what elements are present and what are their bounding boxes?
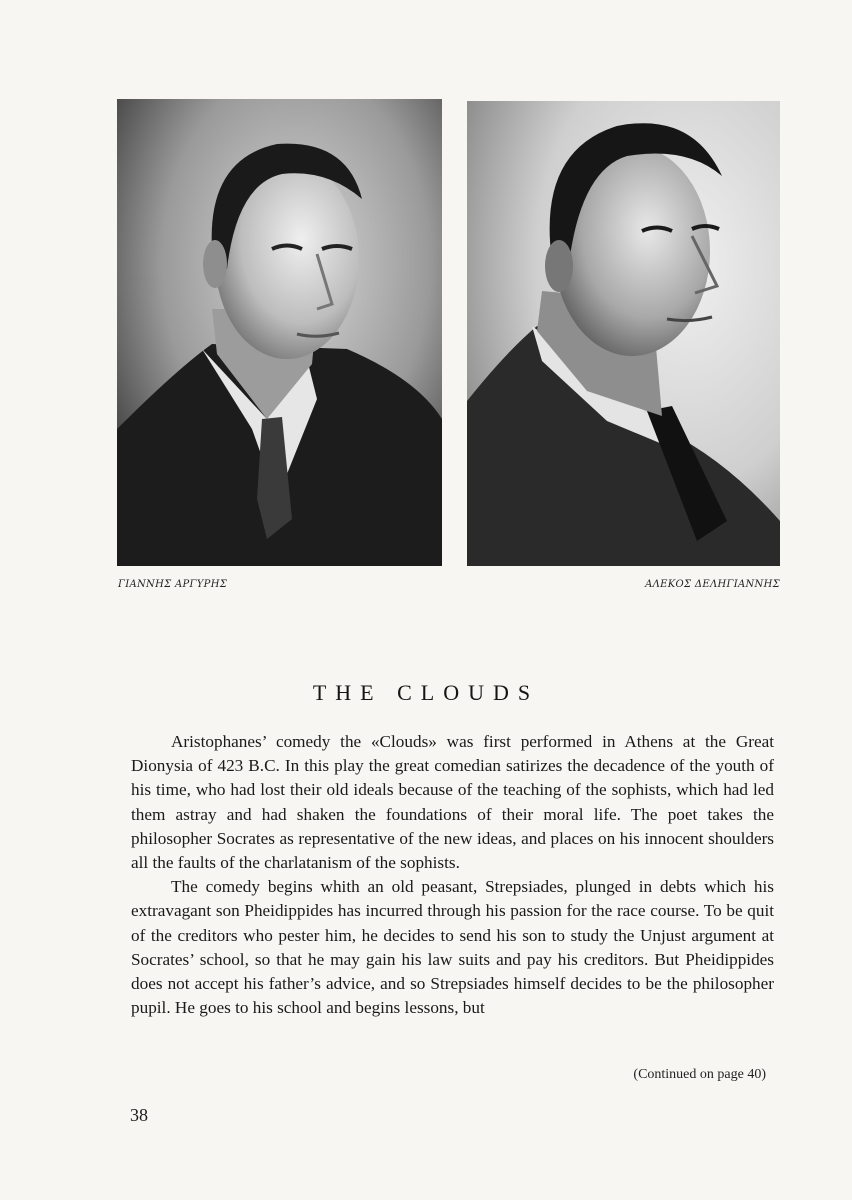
photo-caption-right: ΑΛΕΚΟΣ ΔΕΛΗΓΙΑΝΝΗΣ: [645, 579, 780, 590]
portrait-photo-left: [117, 99, 442, 566]
article-title: THE CLOUDS: [312, 680, 540, 705]
article-body: [131, 730, 774, 1020]
continued-note: (Continued on page 40): [633, 1067, 766, 1082]
paragraph-2: The comedy begins whith an old peasant, Strepsiades, plunged in debts which his extravagant son Pheidippides has incurred through his passion for the race course. To be quit of the creditors who pester him, he decides to send his son to study the Unjust argument at Socrates’ school, so that he may gain his law suits and pay his creditors. But Pheidippides does not accept his father’s advice, and so Strepsiades himself decides to be the philosopher pupil. He goes to his school and begins lessons, but: [131, 877, 774, 1018]
portrait-photo-right: [467, 101, 780, 566]
page-number: 38: [130, 1105, 148, 1125]
photo-caption-left: ΓΙΑΝΝΗΣ ΑΡΓΥΡΗΣ: [118, 579, 228, 590]
paragraph-1: Aristophanes’ comedy the «Clouds» was first performed in Athens at the Great Dionysia of 423 B.C. In this play the great comedian satirizes the decadence of the youth of his time, who had lost their old ideals because of the teaching of the sophists, which had led them astray and had shaken the foundations of their moral life. The poet takes the philosopher Socrates as representative of the new ideas, and places on his innocent shoulders all the faults of the charlatanism of the sophists.: [131, 732, 774, 873]
